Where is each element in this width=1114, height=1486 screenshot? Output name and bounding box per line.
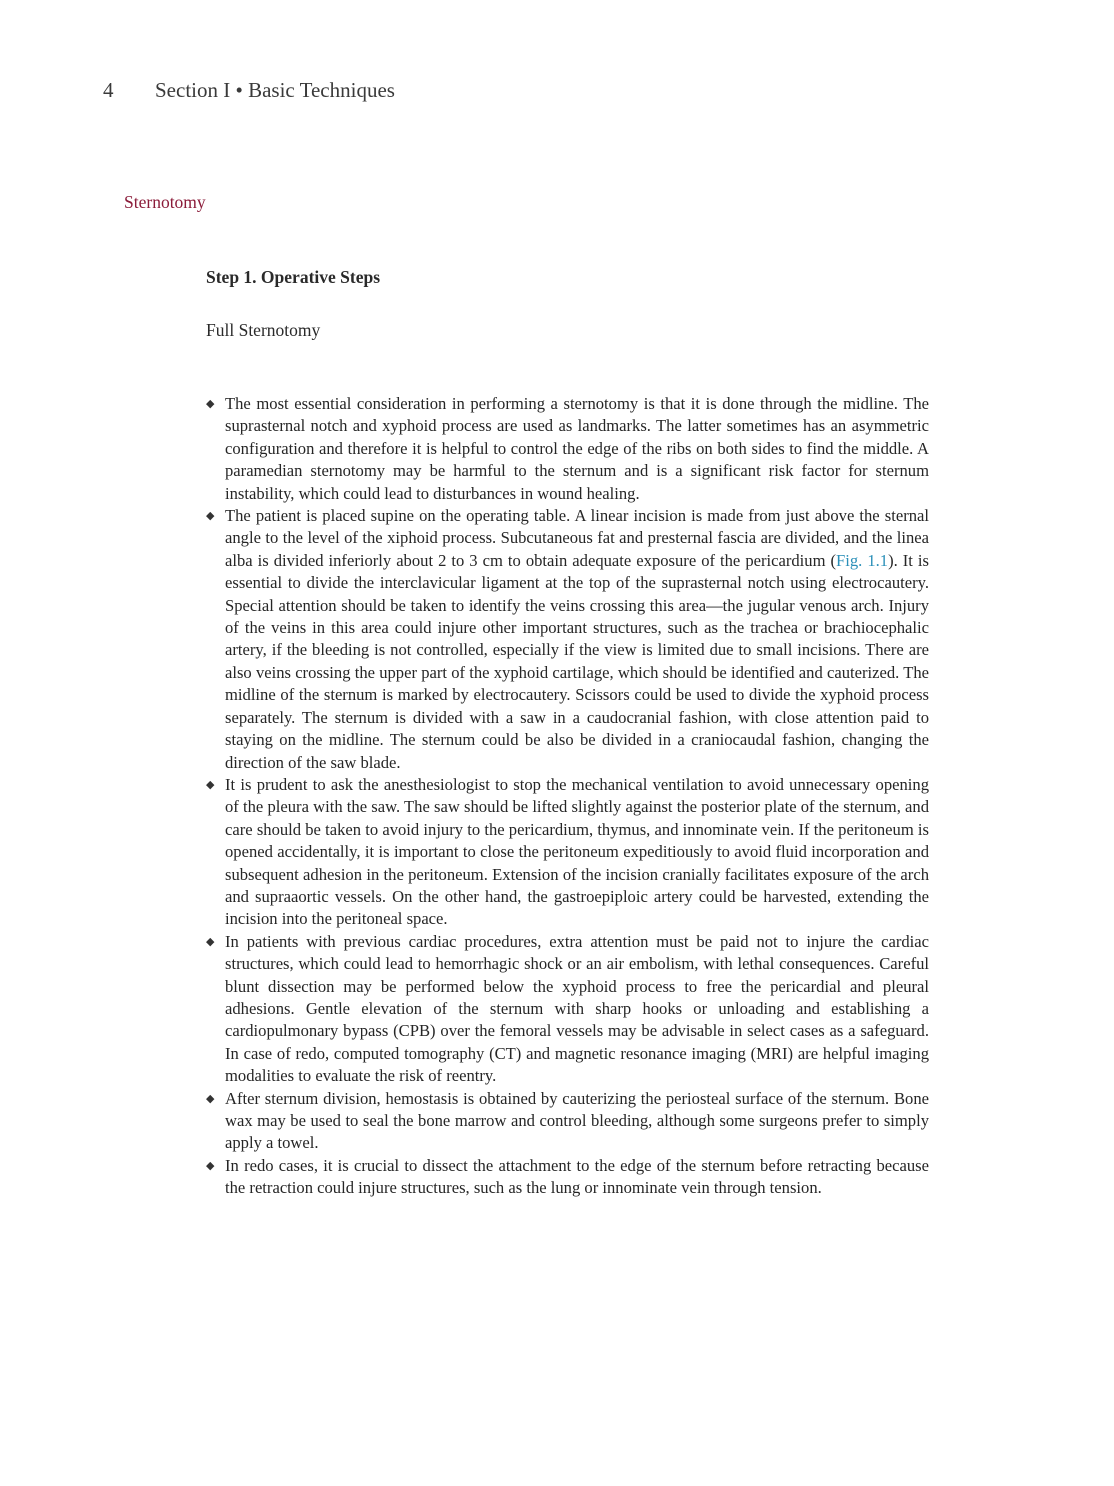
bullet-text: In redo cases, it is crucial to dissect the attachment to the edge of the sternum before retracting because the retraction could injure structures, such as the lung or innominate vein through tension. [225, 1155, 929, 1198]
diamond-bullet-icon: ◆ [206, 778, 215, 791]
bullet-text: It is prudent to ask the anesthesiologist to stop the mechanical ventilation to avoid unnecessary opening of the pleura with the saw. The saw should be lifted slightly against the posterior plate of the sternum, and care should be taken to avoid injury to the pericardium, thymus, and innominate vein. If the peritoneum is opened accidentally, it is important to close the peritoneum expeditiously to avoid fluid incorporation and subsequent adhesion in the peritoneum. Extension of the incision cranially facilitates exposure of the arch and supraaortic vessels. On the other hand, the gastroepiploic artery could be harvested, extending the incision into the peritoneal space. [225, 774, 929, 929]
bullet-text: After sternum division, hemostasis is obtained by cauterizing the periosteal surface of the sternum. Bone wax may be used to seal the bone marrow and control bleeding, although some surgeons prefer to simply apply a towel. [225, 1088, 929, 1153]
bullet-text: The most essential consideration in performing a sternotomy is that it is done through the midline. The suprasternal notch and xyphoid process are used as landmarks. The latter sometimes has an asymmetric configuration and therefore it is helpful to control the edge of the ribs on both sides to find the middle. A paramedian sternotomy may be harmful to the sternum and is a significant risk factor for sternum instability, which could lead to disturbances in wound healing. [225, 394, 929, 503]
diamond-bullet-icon: ◆ [206, 935, 215, 948]
bullet-item [206, 931, 929, 1088]
page-number: 4 [103, 78, 114, 102]
section-heading: Sternotomy [124, 192, 206, 212]
diamond-bullet-icon: ◆ [206, 510, 215, 523]
bullet-item [206, 505, 929, 774]
running-title: Section I • Basic Techniques [155, 78, 395, 102]
bullet-list [206, 393, 929, 1200]
running-head [103, 78, 395, 103]
step-heading: Step 1. Operative Steps [206, 267, 381, 287]
sub-heading: Full Sternotomy [206, 320, 321, 340]
bullet-item [206, 774, 929, 931]
bullet-text: The patient is placed supine on the operating table. A linear incision is made from just above the sternal angle to the level of the xiphoid process. Subcutaneous fat and presternal fascia are divided, and the linea alba is divided inferiorly about 2 to 3 cm to obtain adequate exposure of the pericardium ( [225, 506, 929, 570]
bullet-text: In patients with previous cardiac procedures, extra attention must be paid not to injure the cardiac structures, which could lead to hemorrhagic shock or an air embolism, with lethal consequences. Careful blunt dissection may be performed below the xyphoid process to free the pericardial and pleural adhesions. Gentle elevation of the sternum with sharp hooks or unloading and establishing a cardiopulmonary bypass (CPB) over the femoral vessels may be advisable in select cases as a safeguard. In case of redo, computed tomography (CT) and magnetic resonance imaging (MRI) are helpful imaging modalities to evaluate the risk of reentry. [225, 931, 929, 1086]
bullet-text: ). It is essential to divide the interclavicular ligament at the top of the suprasternal notch using electrocautery. Special attention should be taken to identify the veins crossing this area—the jugular venous arch. Injury of the veins in this area could injure other important structures, such as the trachea or brachiocephalic artery, if the bleeding is not controlled, especially if the view is limited due to small incisions. There are also veins crossing the upper part of the xyphoid cartilage, which should be identified and cauterized. The midline of the sternum is marked by electrocautery. Scissors could be used to divide the xyphoid process separately. The sternum is divided with a saw in a caudocranial fashion, with close attention paid to staying on the midline. The sternum could be also be divided in a craniocaudal fashion, changing the direction of the saw blade. [225, 550, 929, 772]
diamond-bullet-icon: ◆ [206, 1159, 215, 1172]
diamond-bullet-icon: ◆ [206, 1092, 215, 1105]
diamond-bullet-icon: ◆ [206, 398, 215, 410]
figure-reference-link[interactable]: Fig. 1.1 [836, 550, 889, 570]
bullet-item [206, 1088, 929, 1155]
bullet-item [206, 393, 929, 505]
bullet-item [206, 1155, 929, 1200]
